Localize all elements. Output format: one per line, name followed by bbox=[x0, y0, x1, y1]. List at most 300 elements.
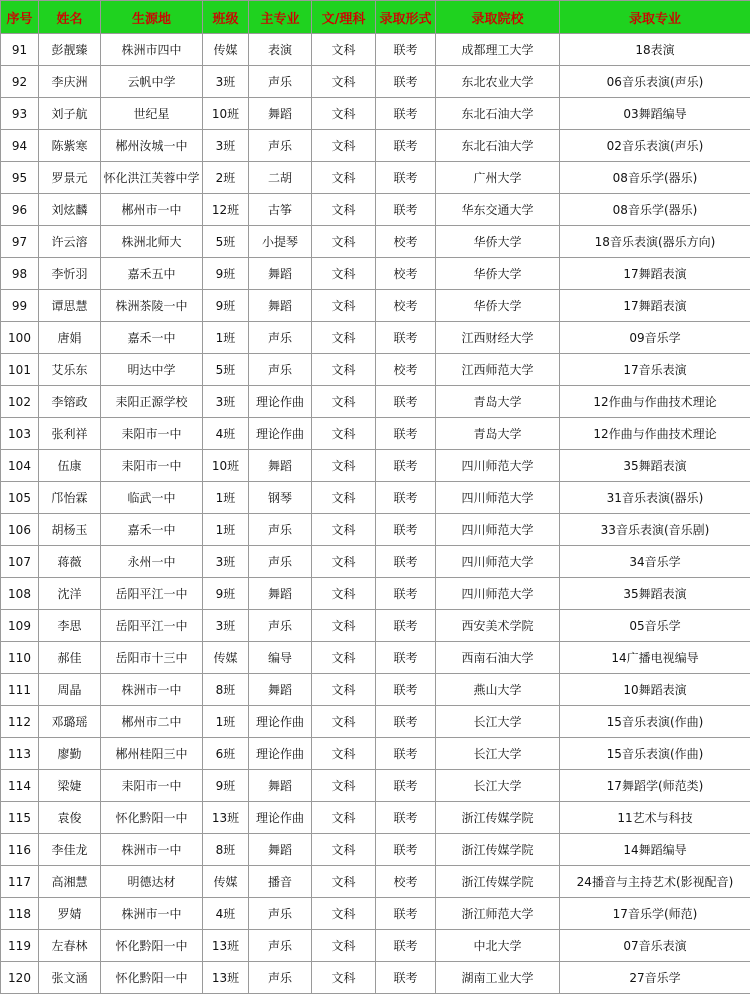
cell-origin: 株洲茶陵一中 bbox=[101, 290, 203, 322]
cell-university: 浙江传媒学院 bbox=[436, 834, 560, 866]
cell-program: 08音乐学(器乐) bbox=[560, 194, 750, 226]
cell-class: 12班 bbox=[203, 194, 249, 226]
cell-name: 袁俊 bbox=[39, 802, 101, 834]
cell-class: 9班 bbox=[203, 258, 249, 290]
cell-major: 舞蹈 bbox=[249, 578, 312, 610]
cell-class: 4班 bbox=[203, 898, 249, 930]
cell-admission-type: 联考 bbox=[376, 66, 436, 98]
cell-class: 传媒 bbox=[203, 866, 249, 898]
cell-university: 西南石油大学 bbox=[436, 642, 560, 674]
cell-origin: 耒阳市一中 bbox=[101, 450, 203, 482]
cell-program: 09音乐学 bbox=[560, 322, 750, 354]
cell-program: 34音乐学 bbox=[560, 546, 750, 578]
cell-class: 3班 bbox=[203, 610, 249, 642]
cell-name: 李思 bbox=[39, 610, 101, 642]
cell-class: 2班 bbox=[203, 162, 249, 194]
cell-university: 华侨大学 bbox=[436, 290, 560, 322]
table-row bbox=[1, 34, 750, 66]
cell-track: 文科 bbox=[312, 34, 376, 66]
cell-name: 艾乐东 bbox=[39, 354, 101, 386]
cell-name: 蒋薇 bbox=[39, 546, 101, 578]
cell-major: 理论作曲 bbox=[249, 706, 312, 738]
cell-track: 文科 bbox=[312, 898, 376, 930]
cell-university: 长江大学 bbox=[436, 706, 560, 738]
header-track: 文/理科 bbox=[312, 1, 376, 34]
cell-admission-type: 联考 bbox=[376, 578, 436, 610]
table-row bbox=[1, 834, 750, 866]
cell-track: 文科 bbox=[312, 866, 376, 898]
cell-admission-type: 联考 bbox=[376, 418, 436, 450]
cell-track: 文科 bbox=[312, 322, 376, 354]
cell-major: 钢琴 bbox=[249, 482, 312, 514]
cell-admission-type: 联考 bbox=[376, 450, 436, 482]
cell-origin: 云帆中学 bbox=[101, 66, 203, 98]
header-class: 班级 bbox=[203, 1, 249, 34]
cell-program: 03舞蹈编导 bbox=[560, 98, 750, 130]
cell-admission-type: 联考 bbox=[376, 642, 436, 674]
cell-program: 08音乐学(器乐) bbox=[560, 162, 750, 194]
cell-class: 传媒 bbox=[203, 34, 249, 66]
cell-class: 3班 bbox=[203, 130, 249, 162]
cell-admission-type: 联考 bbox=[376, 386, 436, 418]
cell-major: 声乐 bbox=[249, 322, 312, 354]
cell-major: 二胡 bbox=[249, 162, 312, 194]
cell-university: 华东交通大学 bbox=[436, 194, 560, 226]
cell-name: 高湘慧 bbox=[39, 866, 101, 898]
cell-major: 舞蹈 bbox=[249, 674, 312, 706]
cell-program: 02音乐表演(声乐) bbox=[560, 130, 750, 162]
cell-class: 4班 bbox=[203, 418, 249, 450]
cell-major: 古筝 bbox=[249, 194, 312, 226]
cell-class: 13班 bbox=[203, 802, 249, 834]
table-row bbox=[1, 290, 750, 322]
cell-origin: 耒阳正源学校 bbox=[101, 386, 203, 418]
cell-index: 120 bbox=[1, 962, 39, 994]
cell-origin: 明达中学 bbox=[101, 354, 203, 386]
cell-program: 15音乐表演(作曲) bbox=[560, 738, 750, 770]
cell-origin: 嘉禾五中 bbox=[101, 258, 203, 290]
cell-origin: 郴州汝城一中 bbox=[101, 130, 203, 162]
cell-major: 表演 bbox=[249, 34, 312, 66]
cell-major: 声乐 bbox=[249, 898, 312, 930]
cell-university: 东北农业大学 bbox=[436, 66, 560, 98]
cell-admission-type: 联考 bbox=[376, 610, 436, 642]
cell-major: 理论作曲 bbox=[249, 802, 312, 834]
cell-track: 文科 bbox=[312, 546, 376, 578]
cell-university: 东北石油大学 bbox=[436, 130, 560, 162]
cell-index: 115 bbox=[1, 802, 39, 834]
cell-admission-type: 联考 bbox=[376, 514, 436, 546]
cell-admission-type: 联考 bbox=[376, 162, 436, 194]
cell-program: 35舞蹈表演 bbox=[560, 578, 750, 610]
cell-admission-type: 联考 bbox=[376, 962, 436, 994]
cell-admission-type: 校考 bbox=[376, 354, 436, 386]
cell-track: 文科 bbox=[312, 386, 376, 418]
cell-class: 1班 bbox=[203, 514, 249, 546]
cell-university: 燕山大学 bbox=[436, 674, 560, 706]
cell-index: 104 bbox=[1, 450, 39, 482]
cell-university: 青岛大学 bbox=[436, 386, 560, 418]
cell-track: 文科 bbox=[312, 258, 376, 290]
cell-index: 111 bbox=[1, 674, 39, 706]
cell-index: 99 bbox=[1, 290, 39, 322]
cell-origin: 郴州市一中 bbox=[101, 194, 203, 226]
cell-admission-type: 联考 bbox=[376, 770, 436, 802]
cell-class: 5班 bbox=[203, 226, 249, 258]
table-row bbox=[1, 258, 750, 290]
cell-admission-type: 联考 bbox=[376, 930, 436, 962]
cell-class: 3班 bbox=[203, 546, 249, 578]
cell-major: 声乐 bbox=[249, 930, 312, 962]
cell-class: 8班 bbox=[203, 834, 249, 866]
cell-program: 14广播电视编导 bbox=[560, 642, 750, 674]
table-row bbox=[1, 930, 750, 962]
cell-track: 文科 bbox=[312, 514, 376, 546]
cell-track: 文科 bbox=[312, 802, 376, 834]
cell-track: 文科 bbox=[312, 834, 376, 866]
cell-origin: 怀化黔阳一中 bbox=[101, 802, 203, 834]
cell-program: 06音乐表演(声乐) bbox=[560, 66, 750, 98]
table-row bbox=[1, 194, 750, 226]
cell-index: 102 bbox=[1, 386, 39, 418]
cell-name: 周晶 bbox=[39, 674, 101, 706]
cell-class: 8班 bbox=[203, 674, 249, 706]
cell-major: 舞蹈 bbox=[249, 98, 312, 130]
table-row bbox=[1, 130, 750, 162]
cell-university: 四川师范大学 bbox=[436, 546, 560, 578]
cell-origin: 明德达材 bbox=[101, 866, 203, 898]
cell-track: 文科 bbox=[312, 98, 376, 130]
header-admission-type: 录取形式 bbox=[376, 1, 436, 34]
cell-track: 文科 bbox=[312, 738, 376, 770]
table-row bbox=[1, 610, 750, 642]
cell-origin: 株洲市四中 bbox=[101, 34, 203, 66]
cell-class: 9班 bbox=[203, 770, 249, 802]
cell-index: 113 bbox=[1, 738, 39, 770]
cell-origin: 岳阳平江一中 bbox=[101, 578, 203, 610]
cell-track: 文科 bbox=[312, 354, 376, 386]
cell-origin: 耒阳市一中 bbox=[101, 770, 203, 802]
cell-university: 青岛大学 bbox=[436, 418, 560, 450]
cell-name: 邝怡霖 bbox=[39, 482, 101, 514]
cell-major: 播音 bbox=[249, 866, 312, 898]
cell-track: 文科 bbox=[312, 930, 376, 962]
cell-class: 9班 bbox=[203, 290, 249, 322]
cell-index: 109 bbox=[1, 610, 39, 642]
cell-class: 10班 bbox=[203, 98, 249, 130]
cell-class: 13班 bbox=[203, 930, 249, 962]
header-origin: 生源地 bbox=[101, 1, 203, 34]
table-row bbox=[1, 66, 750, 98]
cell-admission-type: 联考 bbox=[376, 130, 436, 162]
table-row bbox=[1, 546, 750, 578]
cell-origin: 株洲北师大 bbox=[101, 226, 203, 258]
cell-track: 文科 bbox=[312, 450, 376, 482]
cell-admission-type: 联考 bbox=[376, 706, 436, 738]
cell-class: 1班 bbox=[203, 482, 249, 514]
cell-name: 刘炫麟 bbox=[39, 194, 101, 226]
cell-index: 114 bbox=[1, 770, 39, 802]
cell-program: 17音乐表演 bbox=[560, 354, 750, 386]
cell-major: 小提琴 bbox=[249, 226, 312, 258]
cell-track: 文科 bbox=[312, 642, 376, 674]
cell-major: 声乐 bbox=[249, 962, 312, 994]
cell-major: 理论作曲 bbox=[249, 418, 312, 450]
cell-name: 李庆洲 bbox=[39, 66, 101, 98]
cell-university: 长江大学 bbox=[436, 770, 560, 802]
cell-index: 118 bbox=[1, 898, 39, 930]
cell-class: 10班 bbox=[203, 450, 249, 482]
cell-name: 李镕政 bbox=[39, 386, 101, 418]
cell-program: 17舞蹈表演 bbox=[560, 258, 750, 290]
cell-university: 江西师范大学 bbox=[436, 354, 560, 386]
cell-program: 17音乐学(师范) bbox=[560, 898, 750, 930]
cell-name: 李忻羽 bbox=[39, 258, 101, 290]
table-row bbox=[1, 962, 750, 994]
cell-name: 罗婧 bbox=[39, 898, 101, 930]
cell-admission-type: 联考 bbox=[376, 98, 436, 130]
cell-university: 中北大学 bbox=[436, 930, 560, 962]
header-row bbox=[1, 1, 750, 34]
table-row bbox=[1, 322, 750, 354]
cell-origin: 株洲市一中 bbox=[101, 898, 203, 930]
cell-university: 浙江传媒学院 bbox=[436, 802, 560, 834]
cell-major: 声乐 bbox=[249, 130, 312, 162]
cell-university: 四川师范大学 bbox=[436, 514, 560, 546]
cell-index: 97 bbox=[1, 226, 39, 258]
cell-track: 文科 bbox=[312, 290, 376, 322]
cell-index: 91 bbox=[1, 34, 39, 66]
cell-major: 理论作曲 bbox=[249, 386, 312, 418]
cell-university: 长江大学 bbox=[436, 738, 560, 770]
table-row bbox=[1, 706, 750, 738]
cell-program: 17舞蹈学(师范类) bbox=[560, 770, 750, 802]
cell-major: 舞蹈 bbox=[249, 290, 312, 322]
cell-name: 张文涵 bbox=[39, 962, 101, 994]
cell-major: 舞蹈 bbox=[249, 450, 312, 482]
cell-major: 舞蹈 bbox=[249, 258, 312, 290]
cell-university: 湖南工业大学 bbox=[436, 962, 560, 994]
cell-track: 文科 bbox=[312, 194, 376, 226]
cell-origin: 株洲市一中 bbox=[101, 674, 203, 706]
cell-track: 文科 bbox=[312, 130, 376, 162]
table-row bbox=[1, 482, 750, 514]
table-row bbox=[1, 98, 750, 130]
cell-admission-type: 联考 bbox=[376, 674, 436, 706]
cell-index: 96 bbox=[1, 194, 39, 226]
cell-name: 沈洋 bbox=[39, 578, 101, 610]
cell-name: 李佳龙 bbox=[39, 834, 101, 866]
cell-program: 31音乐表演(器乐) bbox=[560, 482, 750, 514]
cell-index: 107 bbox=[1, 546, 39, 578]
cell-origin: 岳阳市十三中 bbox=[101, 642, 203, 674]
cell-index: 103 bbox=[1, 418, 39, 450]
cell-track: 文科 bbox=[312, 674, 376, 706]
cell-class: 13班 bbox=[203, 962, 249, 994]
cell-university: 东北石油大学 bbox=[436, 98, 560, 130]
cell-university: 四川师范大学 bbox=[436, 482, 560, 514]
cell-index: 100 bbox=[1, 322, 39, 354]
cell-university: 江西财经大学 bbox=[436, 322, 560, 354]
cell-admission-type: 联考 bbox=[376, 482, 436, 514]
header-university: 录取院校 bbox=[436, 1, 560, 34]
table-row bbox=[1, 354, 750, 386]
cell-program: 18表演 bbox=[560, 34, 750, 66]
cell-university: 广州大学 bbox=[436, 162, 560, 194]
cell-origin: 郴州市二中 bbox=[101, 706, 203, 738]
table-body bbox=[1, 34, 750, 994]
cell-program: 05音乐学 bbox=[560, 610, 750, 642]
cell-index: 108 bbox=[1, 578, 39, 610]
cell-admission-type: 联考 bbox=[376, 738, 436, 770]
cell-admission-type: 校考 bbox=[376, 290, 436, 322]
cell-admission-type: 联考 bbox=[376, 546, 436, 578]
cell-origin: 嘉禾一中 bbox=[101, 322, 203, 354]
cell-index: 95 bbox=[1, 162, 39, 194]
cell-name: 罗景元 bbox=[39, 162, 101, 194]
header-name: 姓名 bbox=[39, 1, 101, 34]
table-row bbox=[1, 770, 750, 802]
cell-class: 9班 bbox=[203, 578, 249, 610]
cell-program: 11艺术与科技 bbox=[560, 802, 750, 834]
cell-track: 文科 bbox=[312, 226, 376, 258]
cell-index: 92 bbox=[1, 66, 39, 98]
cell-program: 18音乐表演(器乐方向) bbox=[560, 226, 750, 258]
cell-program: 24播音与主持艺术(影视配音) bbox=[560, 866, 750, 898]
cell-admission-type: 联考 bbox=[376, 322, 436, 354]
cell-origin: 怀化黔阳一中 bbox=[101, 930, 203, 962]
table-row bbox=[1, 578, 750, 610]
cell-origin: 怀化黔阳一中 bbox=[101, 962, 203, 994]
cell-name: 许云溶 bbox=[39, 226, 101, 258]
cell-admission-type: 联考 bbox=[376, 898, 436, 930]
cell-admission-type: 校考 bbox=[376, 866, 436, 898]
cell-track: 文科 bbox=[312, 706, 376, 738]
cell-index: 101 bbox=[1, 354, 39, 386]
cell-name: 胡杨玉 bbox=[39, 514, 101, 546]
cell-name: 梁婕 bbox=[39, 770, 101, 802]
cell-program: 33音乐表演(音乐剧) bbox=[560, 514, 750, 546]
cell-origin: 世纪星 bbox=[101, 98, 203, 130]
cell-program: 15音乐表演(作曲) bbox=[560, 706, 750, 738]
cell-program: 10舞蹈表演 bbox=[560, 674, 750, 706]
cell-class: 传媒 bbox=[203, 642, 249, 674]
cell-admission-type: 联考 bbox=[376, 194, 436, 226]
cell-name: 唐娟 bbox=[39, 322, 101, 354]
cell-origin: 怀化洪江芙蓉中学 bbox=[101, 162, 203, 194]
cell-university: 华侨大学 bbox=[436, 226, 560, 258]
table-row bbox=[1, 674, 750, 706]
cell-program: 35舞蹈表演 bbox=[560, 450, 750, 482]
cell-program: 12作曲与作曲技术理论 bbox=[560, 418, 750, 450]
cell-track: 文科 bbox=[312, 578, 376, 610]
table-row bbox=[1, 642, 750, 674]
cell-university: 浙江师范大学 bbox=[436, 898, 560, 930]
cell-program: 17舞蹈表演 bbox=[560, 290, 750, 322]
cell-name: 左春林 bbox=[39, 930, 101, 962]
header-index: 序号 bbox=[1, 1, 39, 34]
table-row bbox=[1, 898, 750, 930]
cell-track: 文科 bbox=[312, 66, 376, 98]
cell-university: 四川师范大学 bbox=[436, 450, 560, 482]
cell-admission-type: 联考 bbox=[376, 834, 436, 866]
cell-track: 文科 bbox=[312, 770, 376, 802]
cell-major: 声乐 bbox=[249, 354, 312, 386]
cell-name: 张利祥 bbox=[39, 418, 101, 450]
cell-name: 邓璐瑶 bbox=[39, 706, 101, 738]
cell-program: 07音乐表演 bbox=[560, 930, 750, 962]
cell-track: 文科 bbox=[312, 418, 376, 450]
cell-university: 成都理工大学 bbox=[436, 34, 560, 66]
cell-class: 3班 bbox=[203, 66, 249, 98]
table-row bbox=[1, 738, 750, 770]
cell-index: 94 bbox=[1, 130, 39, 162]
cell-university: 四川师范大学 bbox=[436, 578, 560, 610]
table-row bbox=[1, 226, 750, 258]
cell-origin: 嘉禾一中 bbox=[101, 514, 203, 546]
cell-university: 华侨大学 bbox=[436, 258, 560, 290]
cell-origin: 耒阳市一中 bbox=[101, 418, 203, 450]
table-row bbox=[1, 162, 750, 194]
header-major: 主专业 bbox=[249, 1, 312, 34]
cell-track: 文科 bbox=[312, 610, 376, 642]
cell-program: 12作曲与作曲技术理论 bbox=[560, 386, 750, 418]
cell-origin: 临武一中 bbox=[101, 482, 203, 514]
cell-index: 119 bbox=[1, 930, 39, 962]
cell-index: 116 bbox=[1, 834, 39, 866]
cell-major: 舞蹈 bbox=[249, 770, 312, 802]
cell-program: 14舞蹈编导 bbox=[560, 834, 750, 866]
table-row bbox=[1, 802, 750, 834]
header-program: 录取专业 bbox=[560, 1, 750, 34]
cell-track: 文科 bbox=[312, 162, 376, 194]
cell-admission-type: 联考 bbox=[376, 34, 436, 66]
cell-origin: 永州一中 bbox=[101, 546, 203, 578]
cell-name: 刘子航 bbox=[39, 98, 101, 130]
cell-university: 浙江传媒学院 bbox=[436, 866, 560, 898]
cell-university: 西安美术学院 bbox=[436, 610, 560, 642]
cell-name: 伍康 bbox=[39, 450, 101, 482]
cell-class: 3班 bbox=[203, 386, 249, 418]
cell-name: 陈紫寒 bbox=[39, 130, 101, 162]
cell-class: 5班 bbox=[203, 354, 249, 386]
cell-index: 93 bbox=[1, 98, 39, 130]
table-row bbox=[1, 514, 750, 546]
cell-index: 110 bbox=[1, 642, 39, 674]
cell-origin: 郴州桂阳三中 bbox=[101, 738, 203, 770]
cell-track: 文科 bbox=[312, 482, 376, 514]
cell-admission-type: 校考 bbox=[376, 258, 436, 290]
cell-class: 1班 bbox=[203, 706, 249, 738]
cell-major: 舞蹈 bbox=[249, 834, 312, 866]
cell-name: 谭思慧 bbox=[39, 290, 101, 322]
cell-origin: 岳阳平江一中 bbox=[101, 610, 203, 642]
cell-major: 编导 bbox=[249, 642, 312, 674]
cell-program: 27音乐学 bbox=[560, 962, 750, 994]
cell-name: 廖勤 bbox=[39, 738, 101, 770]
cell-class: 6班 bbox=[203, 738, 249, 770]
table-row bbox=[1, 450, 750, 482]
cell-name: 彭靓臻 bbox=[39, 34, 101, 66]
cell-major: 理论作曲 bbox=[249, 738, 312, 770]
table-row bbox=[1, 418, 750, 450]
cell-admission-type: 联考 bbox=[376, 802, 436, 834]
cell-class: 1班 bbox=[203, 322, 249, 354]
table-row bbox=[1, 866, 750, 898]
cell-index: 117 bbox=[1, 866, 39, 898]
cell-track: 文科 bbox=[312, 962, 376, 994]
cell-index: 106 bbox=[1, 514, 39, 546]
